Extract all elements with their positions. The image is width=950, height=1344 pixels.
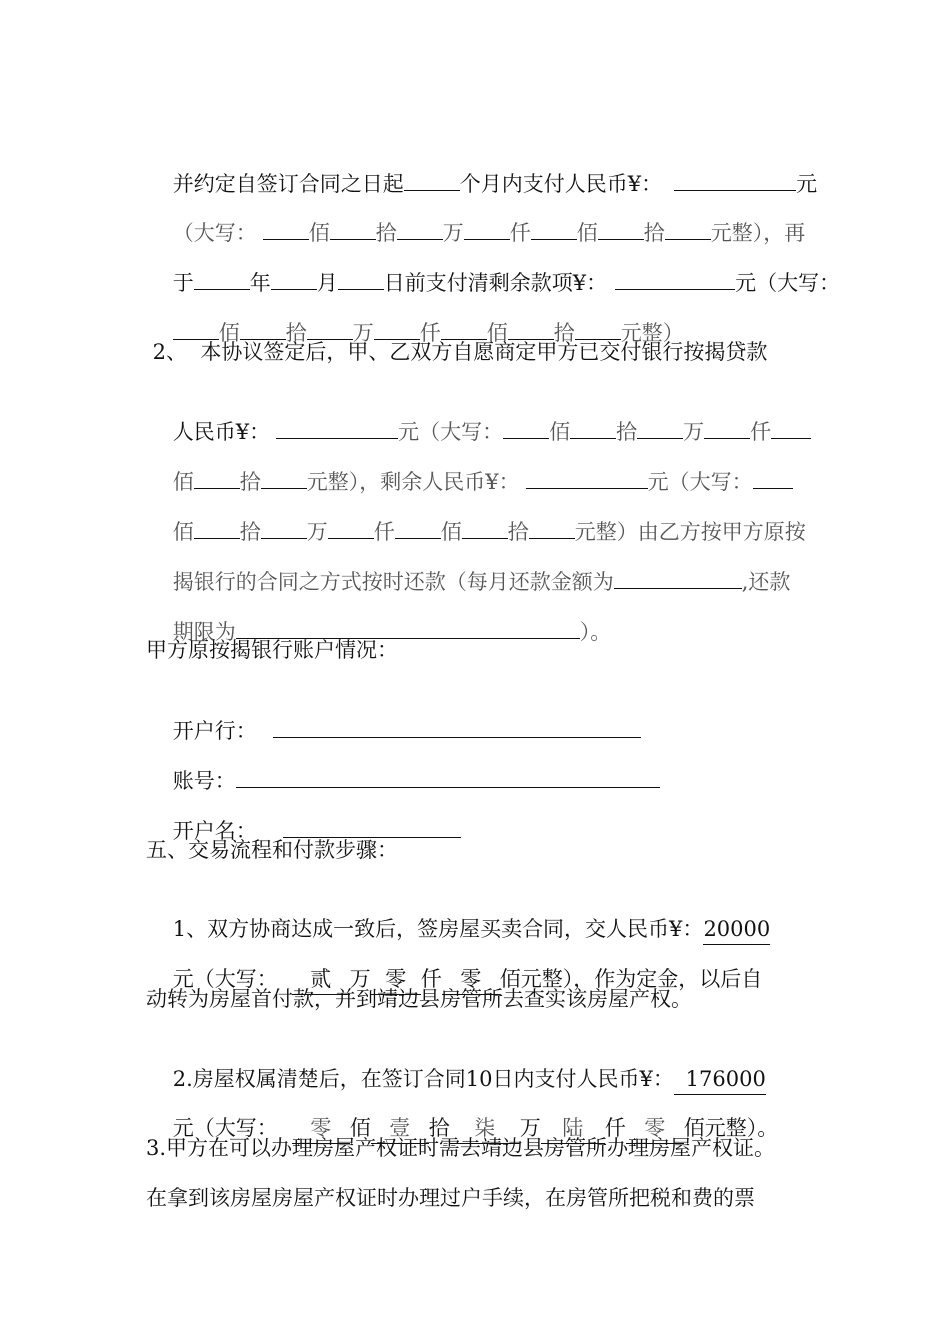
text: 仟: [509, 221, 531, 245]
text: 仟: [750, 420, 772, 444]
text-line-17: [146, 934, 763, 991]
text: 于: [172, 271, 194, 295]
text-line-12: [146, 685, 641, 743]
text: 拾: [553, 321, 575, 345]
text: 拾: [239, 520, 261, 544]
text-line-16: [146, 884, 771, 941]
text-line-2: [146, 187, 806, 245]
text-line-8: [146, 486, 806, 544]
text: ）。: [579, 620, 612, 644]
text: 并约定自签订合同之日起: [172, 172, 404, 196]
text: 佰: [308, 221, 330, 245]
blank: [614, 566, 742, 589]
text: 佰: [549, 420, 571, 444]
text: 元整），再: [710, 221, 806, 245]
amount-digit: 陆: [541, 1113, 605, 1144]
text: 月: [316, 271, 338, 295]
amount-digit: 壹: [371, 1113, 429, 1144]
text-line-10: [146, 586, 612, 644]
text: 个月内支付人民币¥：: [459, 172, 663, 196]
text: 元（大写：: [172, 1116, 278, 1140]
text: 佰: [576, 221, 598, 245]
text: 元整），剩余人民币¥：: [306, 470, 520, 494]
text: 元（大写：: [398, 420, 504, 444]
amount-digit: 零: [292, 1113, 350, 1144]
text: 佰元整），作为定金，以后自: [499, 967, 763, 991]
text-line-19: [146, 1034, 766, 1091]
text-line-20: [146, 1083, 779, 1140]
text: 日前支付清剩余款项¥：: [383, 271, 608, 295]
text: 年: [249, 271, 271, 295]
text: 万: [306, 520, 328, 544]
text-line-15: 五、交易流程和付款步骤：: [146, 838, 398, 862]
text-line-9: [146, 536, 791, 594]
text-line-1: [146, 138, 818, 196]
text-line-4: [146, 287, 684, 345]
text: 拾: [239, 470, 261, 494]
text: 仟: [373, 520, 395, 544]
text: 万: [352, 321, 374, 345]
text: 元（大写：: [647, 470, 753, 494]
text-line-3: [146, 237, 841, 295]
text-line-11: 甲方原按揭银行账户情况：: [146, 638, 398, 662]
text: 仟: [419, 321, 441, 345]
text: （大写：: [172, 221, 257, 245]
text: 拾: [643, 221, 665, 245]
text: 期限为: [172, 620, 236, 644]
text: 万: [349, 967, 371, 991]
text: 人民币¥：: [172, 420, 271, 444]
deposit-amount: 20000: [703, 914, 770, 945]
text-line-13: [146, 735, 660, 793]
text: 万: [442, 221, 464, 245]
text: 拾: [507, 520, 529, 544]
text-line-7: [146, 436, 793, 494]
text: 佰: [486, 321, 508, 345]
text: 拾: [375, 221, 397, 245]
text-line-6: [146, 386, 811, 444]
amount-digit: 贰: [292, 964, 350, 995]
text-line-22: 在拿到该房屋房屋产权证时办理过户手续，在房管所把税和费的票: [146, 1186, 755, 1210]
text: 拾: [285, 321, 307, 345]
text: 拾: [428, 1116, 450, 1140]
text: 元（大写：: [172, 967, 278, 991]
amount-digit: 柒: [450, 1113, 520, 1144]
text: ,还款: [741, 570, 791, 594]
text: 开户名：: [172, 819, 257, 843]
text: 佰元整）。: [683, 1116, 779, 1140]
text: 佰: [218, 321, 240, 345]
text: 拾: [616, 420, 638, 444]
payment-amount: 176000: [674, 1064, 766, 1095]
text: 万: [683, 420, 705, 444]
text: 元整）: [620, 321, 684, 345]
text-line-21: 3.甲方在可以办理房屋产权证时需去靖边县房管所办理房屋产权证。: [146, 1136, 776, 1160]
text-line-14: [146, 785, 461, 843]
text: 佰: [349, 1116, 371, 1140]
text: 万: [519, 1116, 541, 1140]
text: 元: [796, 172, 818, 196]
text: 开户行：: [172, 719, 257, 743]
text: 2.房屋权属清楚后，在签订合同10日内支付人民币¥：: [172, 1067, 674, 1091]
text: 揭银行的合同之方式按时还款（每月还款金额为: [172, 570, 614, 594]
text: 佰: [440, 520, 462, 544]
text: 元（大写：: [735, 271, 841, 295]
text-line-5: 2、 本协议签定后，甲、乙双方自愿商定甲方已交付银行按揭贷款: [146, 340, 768, 364]
text-line-18: 动转为房屋首付款，并到靖边县房管所去查实该房屋产权。: [146, 987, 692, 1011]
text: 仟: [420, 967, 442, 991]
text: 账号：: [172, 769, 236, 793]
text: 1、双方协商达成一致后，签房屋买卖合同，交人民币¥：: [172, 917, 704, 941]
amount-digit: 零: [626, 1113, 684, 1144]
text: 佰: [172, 520, 194, 544]
text: 元整）由乙方按甲方原按: [574, 520, 806, 544]
text: 仟: [604, 1116, 626, 1140]
amount-digit: 零: [442, 964, 500, 995]
amount-digit: 零: [371, 964, 421, 995]
text: 佰: [172, 470, 194, 494]
